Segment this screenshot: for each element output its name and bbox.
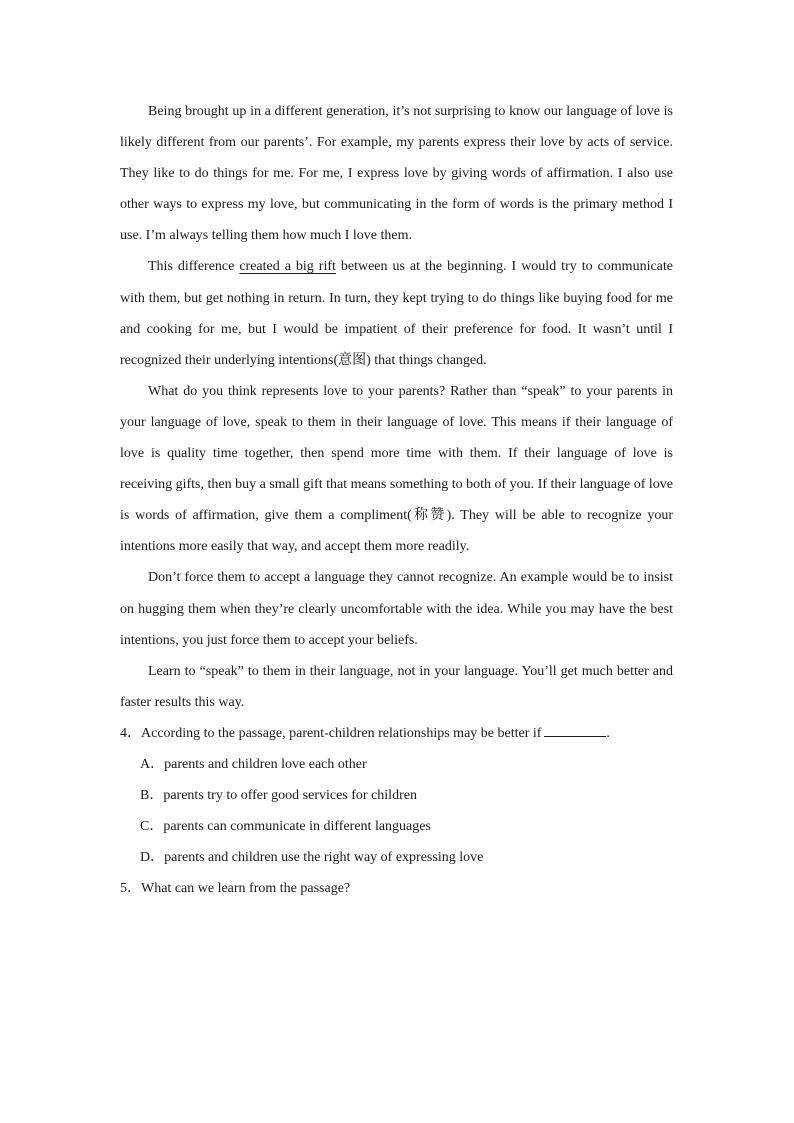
option-text: parents and children love each other [164,756,367,772]
paragraph-3: What do you think represents love to your parents? Rather than “speak” to your parents in your language of love, speak to them in their language of love. This means if their language of love is quality time together, then spend more time with them. If their language of love is receiving gifts, then buy a small gift that means something to both of you. If their language of love is words of affirmation, give them a compliment(称赞). They will be able to recognize your intentions more easily that way, and accept them more readily. [120,383,673,555]
underlined-phrase: created a big rift [239,259,336,275]
option-letter: D． [140,850,165,866]
question-4 [120,718,673,749]
document-page [120,96,673,904]
question-4-number: 4． [120,725,141,741]
option-c [120,811,673,842]
question-5-number: 5． [120,881,141,897]
paragraph-2 [120,251,673,375]
option-text: parents and children use the right way of expressing love [164,850,484,866]
option-a [120,749,673,780]
option-letter: C． [140,819,164,835]
option-d [120,842,673,873]
option-text: parents try to offer good services for children [163,788,417,804]
option-letter: B． [140,788,164,804]
option-letter: A． [140,756,165,772]
paragraph-2-end: between us at the beginning. I would try to communicate with them, but get nothing in return. In turn, they kept trying to do things like buying food for me and cooking for me, but I would be impatient of their preference for food. It wasn’t until I recognized their underlying intentions(意图) that things changed. [120,259,673,368]
paragraph-1: Being brought up in a different generation, it’s not surprising to know our language of love is likely different from our parents’. For example, my parents express their love by acts of service. They like to do things for me. For me, I express love by giving words of affirmation. I also use other ways to express my love, but communicating in the form of words is the primary method I use. I’m always telling them how much I love them. [120,104,673,244]
answer-blank [544,724,606,737]
option-b [120,780,673,811]
paragraph-5: Learn to “speak” to them in their language, not in your language. You’ll get much better and faster results this way. [120,663,673,710]
paragraph-2-start: This difference [148,259,240,275]
option-text: parents can communicate in different languages [163,819,431,835]
question-4-text: According to the passage, parent-children relationships may be better if [141,725,542,741]
question-5-text: What can we learn from the passage? [141,881,351,897]
question-5 [120,873,673,904]
question-4-end: . [606,725,610,741]
paragraph-4: Don’t force them to accept a language they cannot recognize. An example would be to insist on hugging them when they’re clearly uncomfortable with the idea. While you may have the best intentions, you just force them to accept your beliefs. [120,570,673,648]
